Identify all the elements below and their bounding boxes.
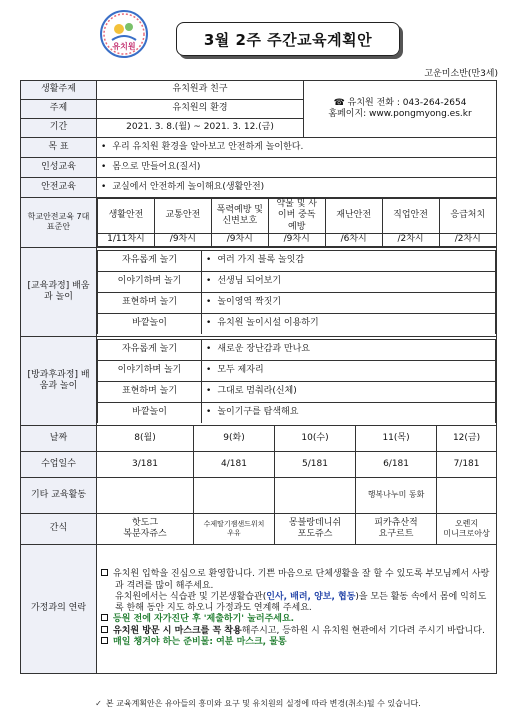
activity-text: • 놀이기구를 탐색해요 [206, 407, 298, 417]
theme-value: 유치원의 환경 [97, 100, 304, 119]
period-value: 2021. 3. 8.(월) ~ 2021. 3. 12.(금) [97, 119, 304, 138]
home-contact-notes [97, 544, 497, 673]
safety-area-count: 1/11차시 [98, 233, 155, 246]
activity-text: • 새로운 장난감과 만나요 [206, 344, 310, 354]
other-activities-label: 기타 교육활동 [21, 477, 97, 513]
activity-text: • 선생님 되어보기 [206, 276, 281, 286]
class-days-label: 수업일수 [21, 451, 97, 477]
note-keywords: 인사, 배려, 양보, 협동 [266, 591, 356, 602]
goal-label: 목 표 [21, 138, 97, 158]
activity-type: 자유롭게 놀기 [98, 250, 202, 271]
safety-area-name: 약물 및 사이버 중독 예방 [268, 199, 325, 234]
activity-content [202, 381, 496, 402]
activity-content [202, 292, 496, 313]
activity-content [202, 360, 496, 381]
activity-type: 표현하며 놀기 [98, 292, 202, 313]
safety-area-count: /9차시 [154, 233, 211, 246]
checkbox-icon [101, 637, 108, 644]
contact-info [304, 81, 497, 138]
safety-area-name: 교통안전 [154, 199, 211, 234]
note-text: )을 모든 활동 속에서 몸에 익히도록 한해 동안 지도 하오니 가정과도 연계해 주세요. [115, 591, 487, 614]
life-theme-label: 생활주제 [21, 81, 97, 100]
activity-text: • 유치원 놀이시설 이용하기 [206, 318, 319, 328]
logo-emblem-icon [102, 12, 146, 56]
curriculum-activities [97, 247, 497, 336]
class-days-cell: 7/181 [437, 451, 497, 477]
activity-text: • 놀이영역 짝짓기 [206, 297, 281, 307]
snack-cell: 몽블랑데니쉬 포도쥬스 [275, 513, 356, 544]
logo-text: 유치원 [112, 42, 136, 51]
period-label: 기간 [21, 119, 97, 138]
note-text: 유치원에서는 식습관 및 기본생활습관( [115, 591, 267, 602]
note-text: 등원 전에 자가진단 후 '제출하기' 눌러주세요. [113, 614, 295, 625]
date-cell: 9(화) [194, 425, 275, 451]
safety-area-name: 응급처치 [439, 199, 496, 234]
activity-content [202, 313, 496, 334]
snack-cell: 핫도그 복분자쥬스 [97, 513, 194, 544]
class-days-cell: 6/181 [356, 451, 437, 477]
note-text: 해주시고, 등하원 시 유치원 현관에서 기다려 주시기 바랍니다. [241, 625, 485, 636]
safety-area-count: /6차시 [325, 233, 382, 246]
safety-area-name: 폭력예방 및 신변보호 [211, 199, 268, 234]
checkbox-icon [101, 614, 108, 621]
character-education-text: • 몸으로 만들어요(질서) [101, 162, 200, 172]
other-activity-cell [437, 477, 497, 513]
kindergarten-logo [100, 10, 148, 58]
safety-education-label: 안전교육 [21, 178, 97, 198]
activity-type: 바깥놀이 [98, 402, 202, 423]
activity-type: 바깥놀이 [98, 313, 202, 334]
footnote-text: 본 교육계획안은 유아들의 흥미와 요구 및 유치원의 실정에 따라 변경(취소)될 수 있습니다. [105, 699, 421, 708]
snack-label: 간식 [21, 513, 97, 544]
class-days-cell: 3/181 [97, 451, 194, 477]
activity-type: 표현하며 놀기 [98, 381, 202, 402]
snack-cell: 피카츄산적 요구르트 [356, 513, 437, 544]
afterschool-label: [방과후과정] 배움과 놀이 [21, 336, 97, 425]
afterschool-activities [97, 336, 497, 425]
home-contact-label: 가정과의 연락 [21, 544, 97, 673]
activity-text: • 모두 제자리 [206, 365, 264, 375]
activity-text: • 여러 가지 블록 놀잇감 [206, 255, 304, 265]
note-item [101, 614, 492, 625]
other-activity-cell: 행복나누미 동화 [356, 477, 437, 513]
date-cell: 11(목) [356, 425, 437, 451]
curriculum-label: [교육과정] 배움과 놀이 [21, 247, 97, 336]
safety-education-value [97, 178, 497, 198]
activity-text: • 그대로 멈춰라(신체) [206, 386, 297, 396]
other-activity-cell [97, 477, 194, 513]
snack-cell: 오렌지 미니크로아상 [437, 513, 497, 544]
note-text: 유치원 방문 시 마스크를 꼭 착용 [113, 625, 242, 636]
date-label: 날짜 [21, 425, 97, 451]
safety-standard-label: 학교안전교육 7대 표준안 [21, 198, 97, 248]
character-education-value [97, 158, 497, 178]
class-days-cell: 4/181 [194, 451, 275, 477]
goal-text: • 우리 유치원 환경을 알아보고 안전하게 놀이한다. [101, 142, 303, 152]
safety-area-count: /9차시 [211, 233, 268, 246]
activity-content [202, 339, 496, 360]
phone-text: ☎ 유치원 전화 : 043-264-2654 [333, 97, 467, 108]
checkbox-icon [101, 626, 108, 633]
safety-area-name: 생활안전 [98, 199, 155, 234]
safety-standard-grid [97, 198, 497, 248]
goal-value [97, 138, 497, 158]
safety-area-count: /2차시 [439, 233, 496, 246]
activity-type: 이야기하며 놀기 [98, 271, 202, 292]
activity-type: 자유롭게 놀기 [98, 339, 202, 360]
homepage-text: 홈페이지: www.pongmyong.es.kr [328, 109, 472, 119]
other-activity-cell [194, 477, 275, 513]
class-name: 고운미소반(만3세) [424, 69, 498, 79]
note-text: 유치원 입학을 진심으로 환영합니다. 기쁜 마음으로 단체생활을 잘 할 수 있도록 부모님께서 사랑과 격려를 많이 해주세요. [113, 569, 490, 591]
snack-cell: 수제딸기잼샌드위치 우유 [194, 513, 275, 544]
date-cell: 10(수) [275, 425, 356, 451]
note-item [101, 626, 492, 637]
activity-type: 이야기하며 놀기 [98, 360, 202, 381]
character-education-label: 인성교육 [21, 158, 97, 178]
page-title: 3월 2주 주간교육계획안 [176, 22, 400, 56]
safety-area-count: /9차시 [268, 233, 325, 246]
theme-label: 주제 [21, 100, 97, 119]
note-item [101, 569, 492, 592]
safety-area-name: 직업안전 [382, 199, 439, 234]
note-item [101, 637, 492, 648]
safety-education-text: • 교실에서 안전하게 놀이해요(생활안전) [101, 182, 264, 192]
other-activity-cell [275, 477, 356, 513]
life-theme-value: 유치원과 친구 [97, 81, 304, 100]
footnote [20, 698, 496, 709]
activity-content [202, 250, 496, 271]
weekly-plan-table [20, 80, 497, 674]
safety-area-name: 재난안전 [325, 199, 382, 234]
checkbox-icon [101, 569, 108, 576]
check-icon: ✓ [95, 699, 102, 708]
safety-area-count: /2차시 [382, 233, 439, 246]
date-cell: 8(월) [97, 425, 194, 451]
note-text: 매일 챙겨야 하는 준비물: 여분 마스크, 물통 [113, 636, 287, 647]
date-cell: 12(금) [437, 425, 497, 451]
note-item [101, 592, 492, 615]
activity-content [202, 402, 496, 423]
class-days-cell: 5/181 [275, 451, 356, 477]
activity-content [202, 271, 496, 292]
